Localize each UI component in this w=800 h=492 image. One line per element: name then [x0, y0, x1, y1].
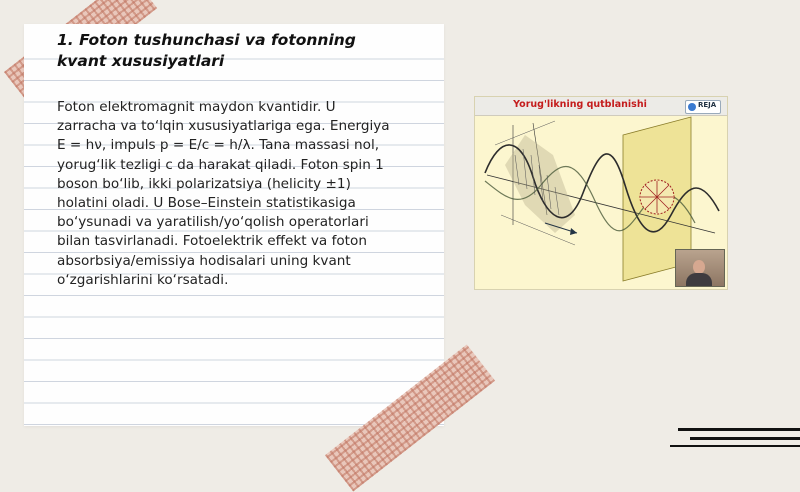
decor-line-3: [670, 445, 800, 447]
polarization-rays: [641, 181, 673, 213]
decor-line-1: [678, 428, 800, 431]
figure-header: [475, 97, 727, 116]
amplitude-hatch: [505, 135, 575, 233]
presenter-body: [686, 273, 712, 286]
slide-body-text: Foton elektromagnit maydon kvantidir. U zarracha va to‘lqin xususiyatlariga ega. Energiya E = hν, impuls p = E/c = h/λ. Tana massasi nol, yorug‘lik tezligi c da harakat qiladi. Foton spin 1 boson bo‘lib, ikki polarizatsiya (helicity ±1) holatini oladi. U Bose–Einstein statistikasiga bo‘ysunadi va yaratilish/yo‘qolish operatorlari bilan tasvirlanadi. Fotoelektrik effekt va foton absorbsiya/emissiya hodisalari uning kvant o‘zgarishlarini ko‘rsatadi.: [57, 99, 390, 288]
reja-button[interactable]: [685, 100, 721, 114]
polarization-figure: [474, 96, 728, 290]
decor-line-2: [690, 437, 800, 440]
webcam-thumbnail: [675, 249, 725, 287]
presenter-head: [693, 260, 705, 274]
figure-title: Yorug'likning qutblanishi: [513, 99, 647, 110]
play-icon: [688, 103, 696, 111]
direction-arrow-head: [570, 228, 577, 235]
slide-title: 1. Foton tushunchasi va fotonning kvant xususiyatlari: [57, 31, 356, 70]
reja-button-label: REJA: [698, 101, 717, 109]
